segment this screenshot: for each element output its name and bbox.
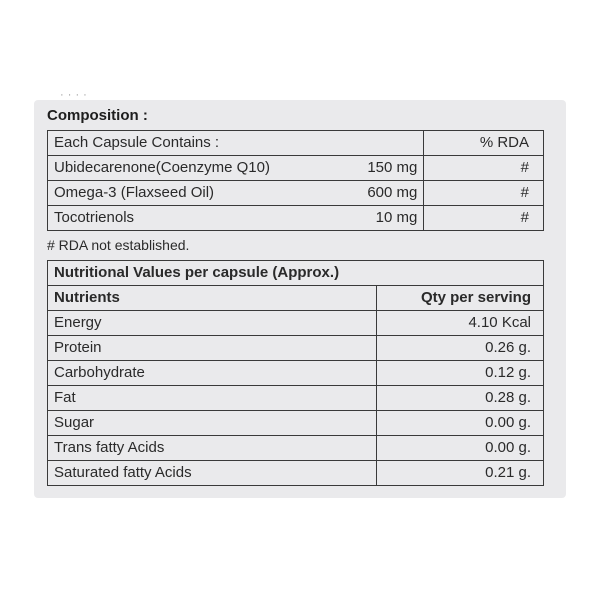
composition-row [48,206,544,231]
composition-row [48,181,544,206]
nutrition-row [48,336,544,361]
nutrient-qty: 4.10 Kcal [377,311,544,336]
nutrient-name: Sugar [48,411,377,436]
nutrition-row [48,436,544,461]
nutrition-row [48,361,544,386]
qty-column-header: Qty per serving [377,286,544,311]
ingredient-qty: 10 mg [352,206,424,231]
ingredient-qty: 600 mg [352,181,424,206]
ingredient-name: Tocotrienols [48,206,353,231]
nutrient-qty: 0.00 g. [377,436,544,461]
nutrition-header-row [48,286,544,311]
nutrient-name: Trans fatty Acids [48,436,377,461]
nutrient-name: Saturated fatty Acids [48,461,377,486]
nutrient-qty: 0.26 g. [377,336,544,361]
ingredient-qty: 150 mg [352,156,424,181]
composition-heading: Composition : [47,107,148,124]
nutrient-qty: 0.28 g. [377,386,544,411]
each-capsule-contains-cell: Each Capsule Contains : [48,131,424,156]
composition-table [47,130,544,231]
ingredient-rda: # [424,181,544,206]
nutrient-name: Fat [48,386,377,411]
nutrition-row [48,411,544,436]
nutrition-title-row [48,261,544,286]
composition-header-row [48,131,544,156]
nutrition-table [47,260,544,486]
ingredient-rda: # [424,156,544,181]
nutrient-name: Protein [48,336,377,361]
ingredient-rda: # [424,206,544,231]
composition-row [48,156,544,181]
nutrition-title: Nutritional Values per capsule (Approx.) [48,261,544,286]
nutrient-name: Energy [48,311,377,336]
nutrient-qty: 0.12 g. [377,361,544,386]
nutrient-name: Carbohydrate [48,361,377,386]
nutrients-column-header: Nutrients [48,286,377,311]
ingredient-name: Omega-3 (Flaxseed Oil) [48,181,353,206]
cropped-text-fragment: · · · · [60,89,88,100]
nutrient-qty: 0.21 g. [377,461,544,486]
nutrition-row [48,461,544,486]
ingredient-name: Ubidecarenone(Coenzyme Q10) [48,156,353,181]
nutrition-row [48,311,544,336]
rda-header-cell: % RDA [424,131,544,156]
nutrition-row [48,386,544,411]
nutrient-qty: 0.00 g. [377,411,544,436]
rda-footnote: # RDA not established. [47,237,190,253]
